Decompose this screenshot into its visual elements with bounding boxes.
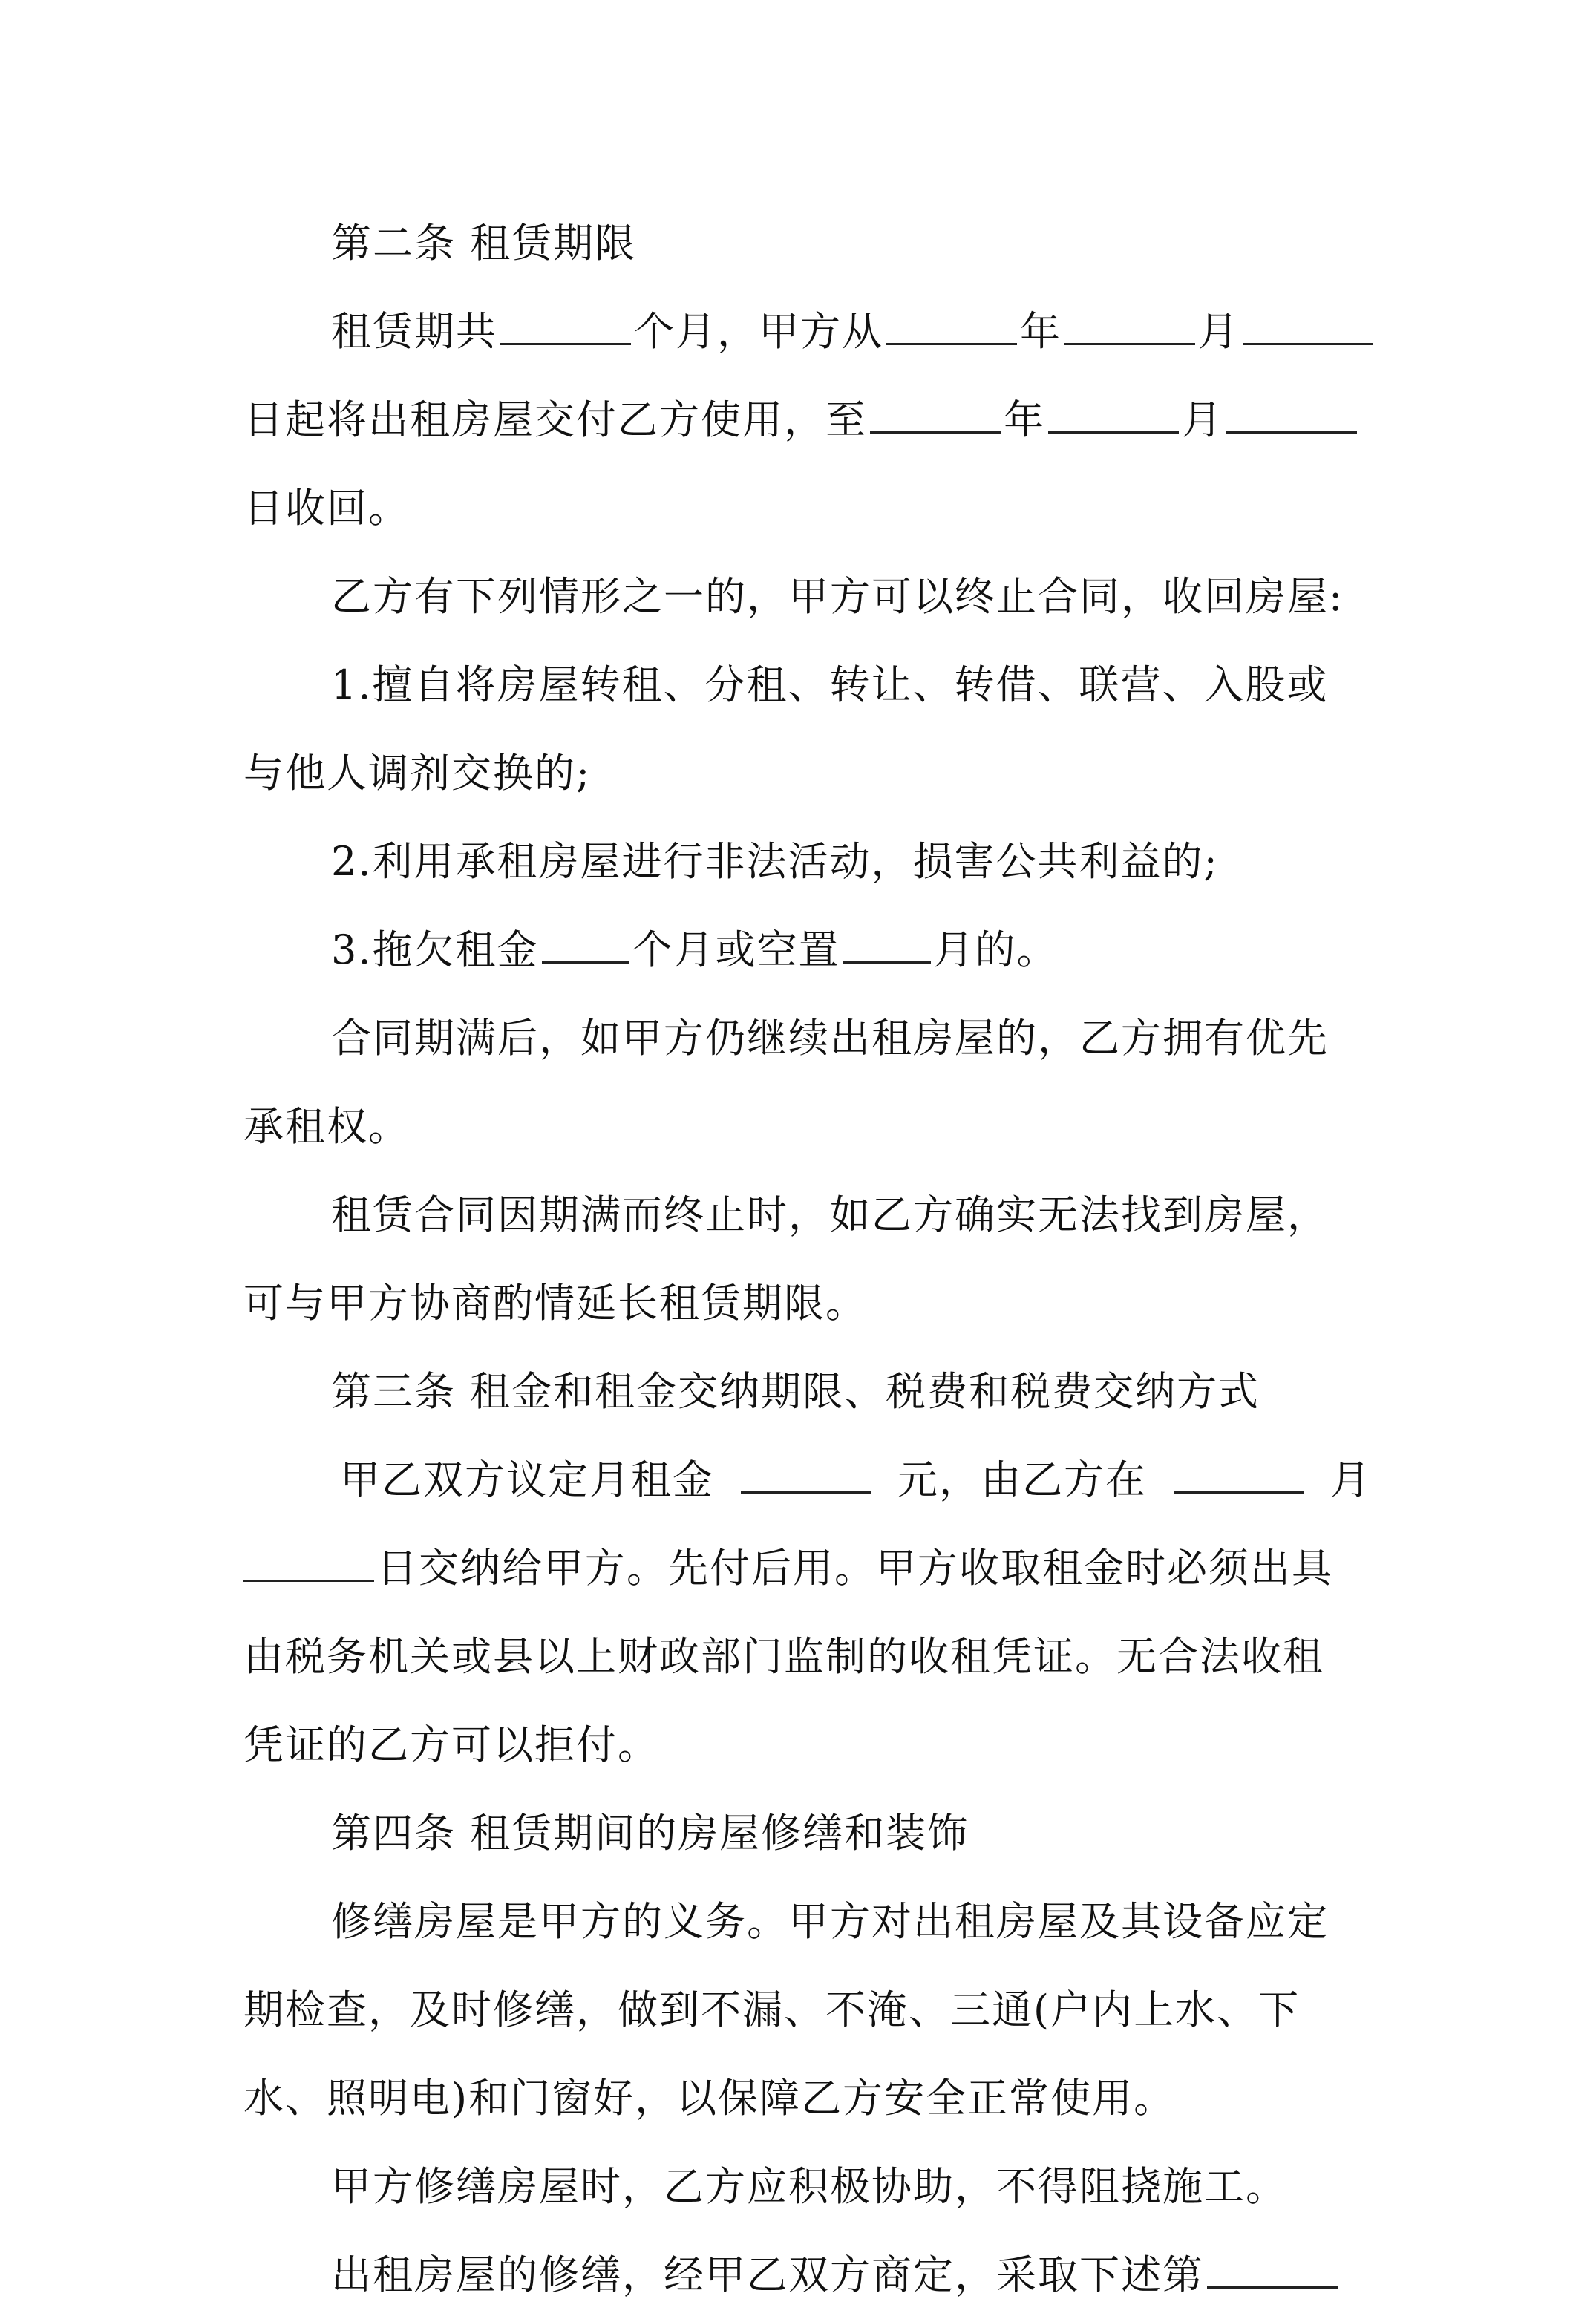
months-blank[interactable]	[500, 309, 631, 345]
start-day-blank[interactable]	[1243, 309, 1373, 345]
end-month-blank[interactable]	[1048, 397, 1179, 434]
monthly-rent-blank[interactable]	[741, 1457, 871, 1494]
renewal-line-2: 承租权。	[243, 1103, 410, 1150]
item-3: 3.拖欠租金 个月或空置 月的。	[331, 926, 1059, 973]
renewal-line-1: 合同期满后，如甲方仍继续出租房屋的，乙方拥有优先	[331, 1015, 1329, 1062]
rent-line-3: 由税务机关或县以上财政部门监制的收租凭证。无合法收租	[243, 1633, 1324, 1680]
repair-line-1: 修缮房屋是甲方的义务。甲方对出租房屋及其设备应定	[331, 1898, 1329, 1945]
item-2: 2.利用承租房屋进行非法活动，损害公共利益的;	[331, 838, 1219, 885]
repair-method-blank[interactable]	[1207, 2252, 1338, 2289]
repair-method-line: 出租房屋的修缮，经甲乙双方商定，采取下述第	[243, 2231, 1372, 2319]
rent-line-4: 凭证的乙方可以拒付。	[243, 1721, 659, 1768]
repair-line-3: 水、照明电)和门窗好，以保障乙方安全正常使用。	[243, 2075, 1176, 2122]
article-2-title: 第二条 租赁期限	[331, 220, 637, 266]
assist-line: 甲方修缮房屋时，乙方应积极协助，不得阻挠施工。	[331, 2163, 1287, 2210]
rent-month-blank[interactable]	[1174, 1457, 1304, 1494]
start-month-blank[interactable]	[1064, 309, 1195, 345]
item-1-line-2: 与他人调剂交换的;	[243, 750, 592, 797]
article-3-title: 第三条 租金和租金交纳期限、税费和税费交纳方式	[331, 1368, 1260, 1415]
repair-line-2: 期检查，及时修缮，做到不漏、不淹、三通(户内上水、下	[243, 1986, 1301, 2033]
term-line-3: 日收回。	[243, 485, 410, 531]
vacancy-months-blank[interactable]	[843, 927, 931, 964]
extension-line-2: 可与甲方协商酌情延长租赁期限。	[243, 1280, 867, 1327]
rent-line-2: 日交纳给甲方。先付后用。甲方收取租金时必须出具	[243, 1524, 1372, 1612]
contract-text	[243, 199, 1372, 2319]
term-line-1: 租赁期共 个月，甲方从 年 月	[243, 287, 1372, 376]
end-year-blank[interactable]	[870, 397, 1001, 434]
term-line-2: 日起将出租房屋交付乙方使用，至 年 月	[243, 376, 1372, 464]
start-year-blank[interactable]	[886, 309, 1017, 345]
rent-day-blank[interactable]	[243, 1546, 374, 1582]
rent-line-1: 甲乙双方议定月租金 元，由乙方在 月	[340, 1456, 1372, 1503]
end-day-blank[interactable]	[1226, 397, 1357, 434]
arrears-months-blank[interactable]	[542, 927, 629, 964]
extension-line-1: 租赁合同因期满而终止时，如乙方确实无法找到房屋，	[331, 1191, 1329, 1238]
article-4-title: 第四条 租赁期间的房屋修缮和装饰	[331, 1810, 969, 1857]
item-1-line-1: 1.擅自将房屋转租、分租、转让、转借、联营、入股或	[331, 661, 1329, 708]
termination-intro: 乙方有下列情形之一的，甲方可以终止合同，收回房屋:	[331, 573, 1344, 620]
